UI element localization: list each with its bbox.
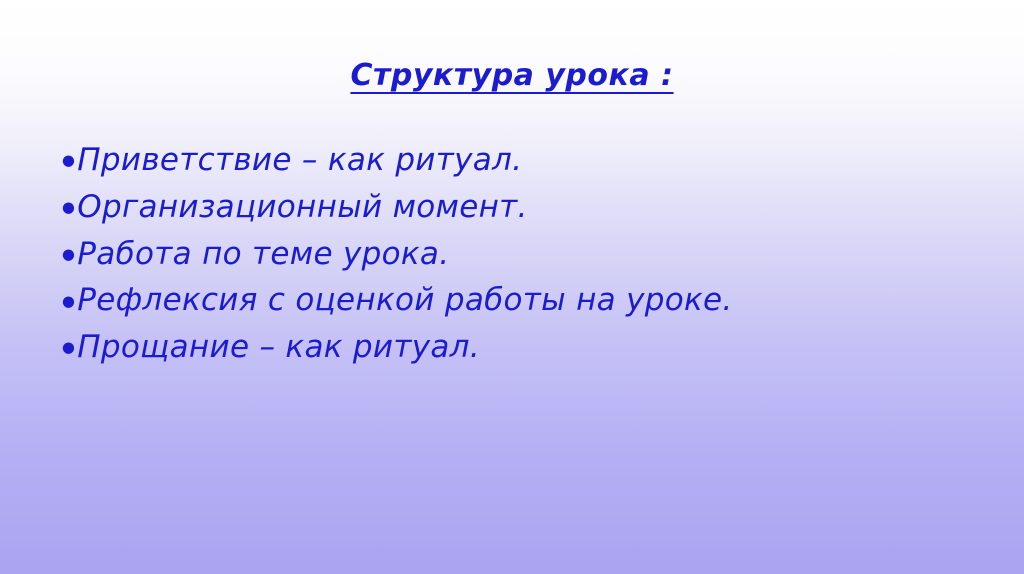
bullet-text: Прощание – как ритуал. [77,329,480,365]
bullet-dot-icon: ● [62,244,76,263]
list-item [62,231,1004,278]
bullet-text: Приветствие – как ритуал. [77,142,523,178]
bullet-dot-icon: ● [62,291,76,310]
bullet-text: Организационный момент. [77,188,528,225]
list-item [62,324,1004,371]
slide-title-text: Структура урока : [350,58,674,93]
bullet-list [62,137,1004,371]
bullet-dot-icon: ● [62,151,76,170]
slide-title [0,58,1024,93]
list-item [62,184,1004,231]
bullet-dot-icon: ● [62,338,76,357]
bullet-dot-icon: ● [62,198,76,216]
list-item [62,277,1004,324]
bullet-text: Работа по теме урока. [77,235,450,272]
list-item [62,137,1004,184]
bullet-text: Рефлексия с оценкой работы на уроке. [77,282,733,319]
